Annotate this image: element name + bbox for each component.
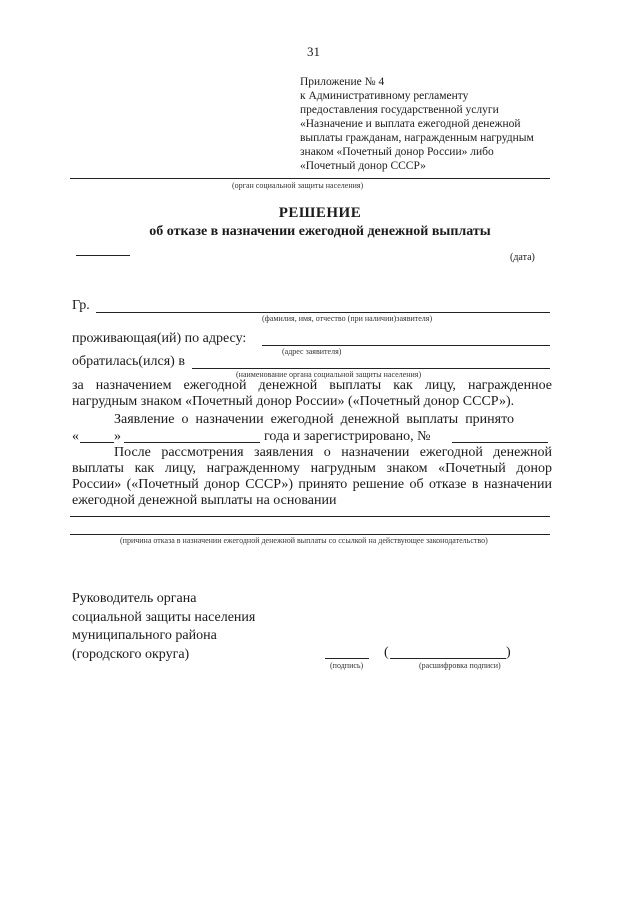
document-subtitle: об отказе в назначении ежегодной денежной выплаты	[149, 224, 491, 239]
decode-line	[390, 658, 506, 659]
citizen-caption: (фамилия, имя, отчество (при наличии)заявителя)	[262, 314, 433, 323]
registration-number-line	[452, 442, 548, 443]
signatory-line: муниципального района	[72, 628, 217, 643]
applied-label: обратилась(ился) в	[72, 354, 185, 369]
signature-line	[325, 658, 369, 659]
appendix-line: Приложение № 4	[300, 76, 385, 88]
citizen-field-line	[96, 312, 550, 313]
signature-caption: (подпись)	[330, 661, 364, 670]
address-label: проживающая(ий) по адресу:	[72, 331, 247, 346]
accepted-close-quote: »	[114, 429, 121, 444]
appendix-line: выплаты гражданам, награжденным нагрудным	[300, 132, 534, 144]
decode-open-paren: (	[384, 645, 389, 660]
reason-caption: (причина отказа в назначении ежегодной денежной выплаты со ссылкой на действующее законодательство)	[120, 536, 488, 545]
date-caption: (дата)	[510, 252, 535, 263]
appendix-line: знаком «Почетный донор России» либо	[300, 146, 494, 158]
paragraph-accepted: Заявление о назначении ежегодной денежной выплаты принято	[114, 412, 515, 427]
appendix-line: предоставления государственной услуги	[300, 104, 499, 116]
reason-line-1	[70, 516, 550, 517]
decode-caption: (расшифровка подписи)	[419, 661, 501, 670]
organ-field-line	[70, 178, 550, 179]
document-title: РЕШЕНИЕ	[278, 205, 362, 221]
signatory-line: социальной защиты населения	[72, 609, 256, 625]
date-field-line	[76, 255, 130, 256]
organ-caption: (орган социальной защиты населения)	[232, 181, 364, 190]
decode-close-paren: )	[506, 645, 511, 660]
accepted-day-line	[80, 442, 114, 443]
signatory-line: (городского округа)	[72, 646, 190, 662]
accepted-year-text: года и зарегистрировано, №	[264, 429, 431, 444]
address-caption: (адрес заявителя)	[282, 347, 342, 356]
appendix-line: к Административному регламенту	[300, 90, 469, 102]
accepted-month-line	[124, 442, 260, 443]
paragraph-purpose: за назначением ежегодной денежной выплаты как лицу, награжденное нагрудным знаком «Почетный донор России» («Почетный донор СССР»).	[72, 378, 552, 409]
paragraph-decision: После рассмотрения заявления о назначении ежегодной денежной выплаты как лицу, награжденному нагрудным знаком «Почетный донор России» («Почетный донор СССР») принято решение об отказе в назначении ежегодной денежной выплаты на основании	[72, 445, 552, 508]
applied-field-line	[192, 368, 550, 369]
page-number: 31	[307, 44, 320, 59]
signatory-line: Руководитель органа	[72, 591, 197, 606]
accepted-open-quote: «	[72, 429, 79, 444]
citizen-label: Гр.	[72, 298, 90, 313]
applied-caption: (наименование органа социальной защиты населения)	[236, 370, 422, 379]
signatory-block	[72, 590, 255, 664]
appendix-block	[300, 75, 534, 173]
appendix-line: «Почетный донор СССР»	[300, 160, 426, 172]
address-field-line	[262, 345, 550, 346]
appendix-line: «Назначение и выплата ежегодной денежной	[300, 118, 521, 130]
reason-line-2	[70, 534, 550, 535]
